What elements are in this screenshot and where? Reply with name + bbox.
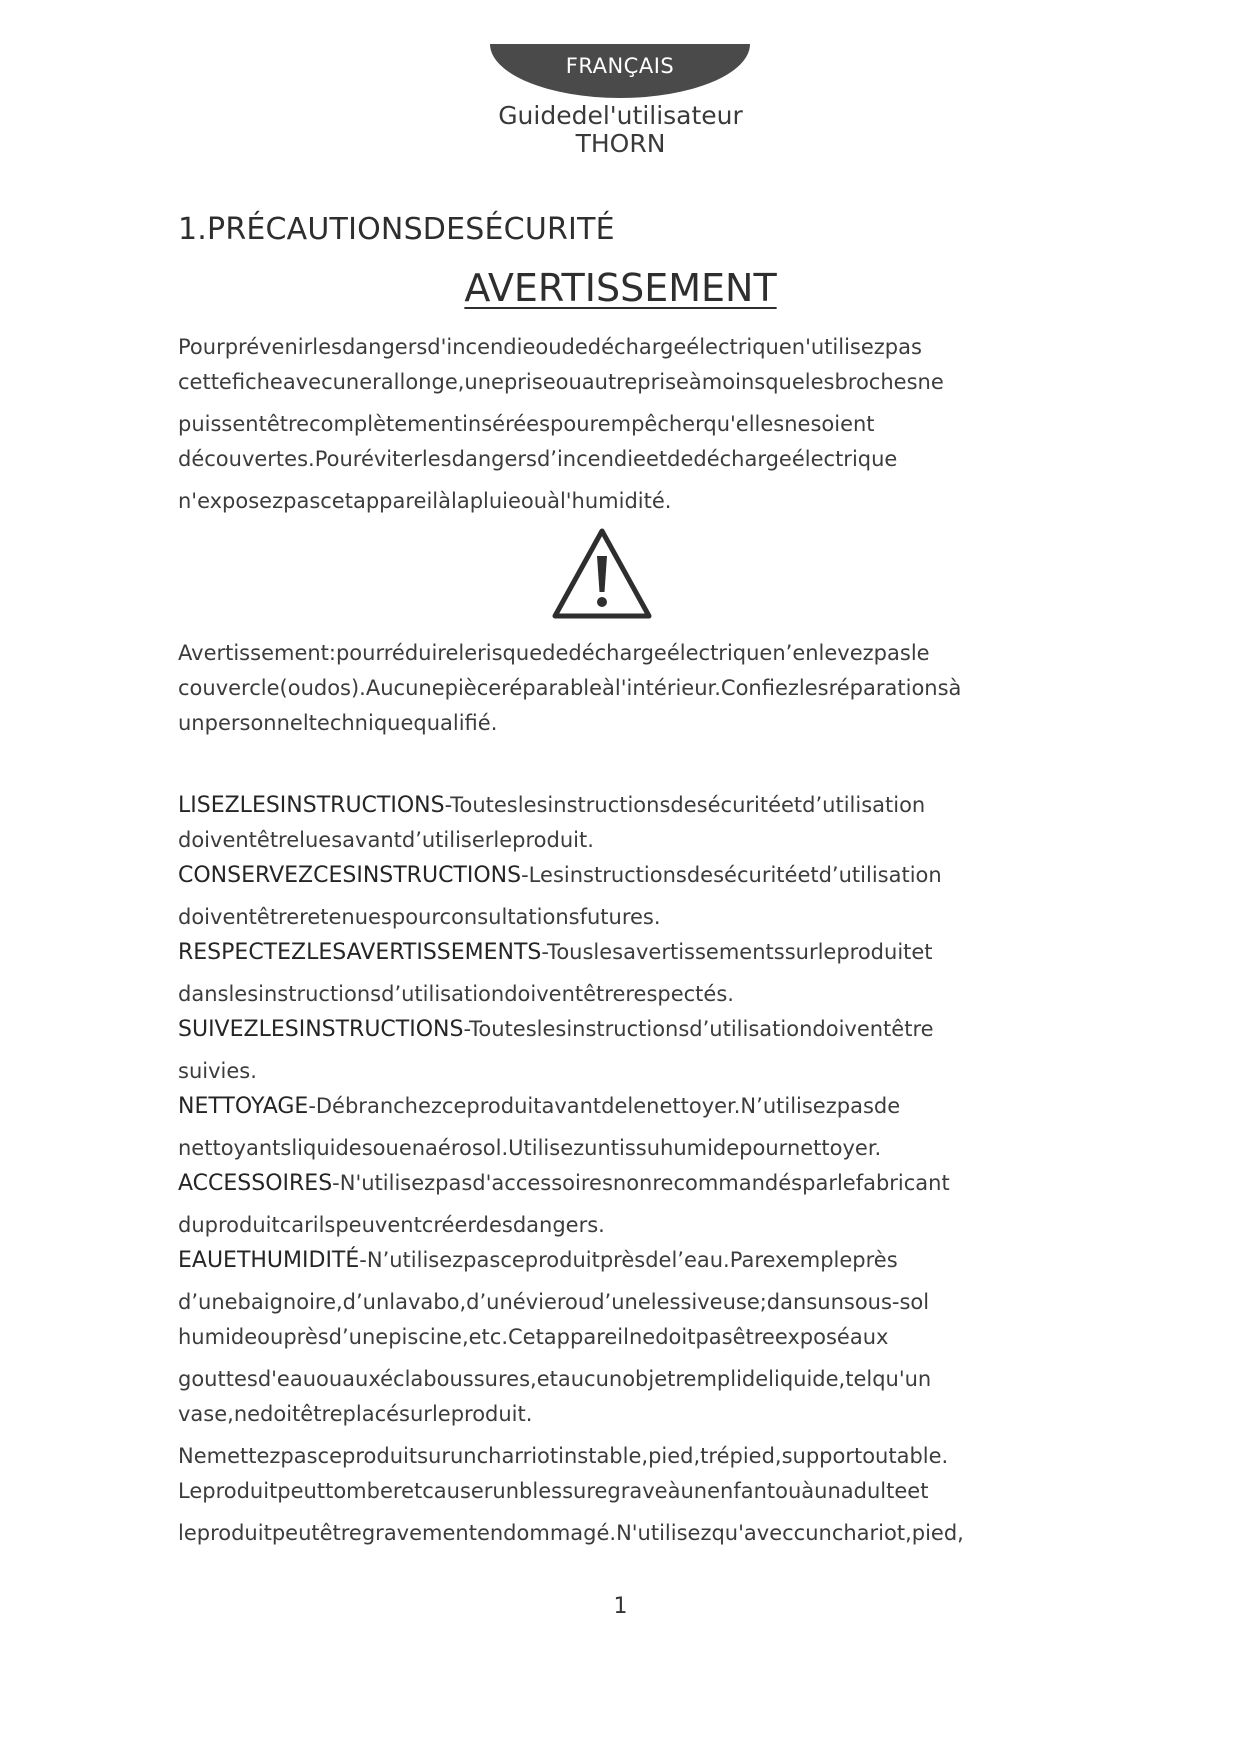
language-tab xyxy=(490,44,750,98)
warning-title: AVERTISSEMENT xyxy=(464,266,777,310)
instruction-keyword: ACCESSOIRES xyxy=(178,1171,333,1196)
instruction-line xyxy=(178,1443,948,1470)
instruction-text: duproduitcarilspeuventcréerdesdangers. xyxy=(178,1213,605,1237)
instruction-line xyxy=(178,792,925,819)
intro-line: puissentêtrecomplètementinséréespourempêcherqu'ellesnesoient xyxy=(178,412,875,436)
language-tab-label: FRANÇAIS xyxy=(565,54,675,78)
instruction-text: -Touslesavertissementssurleproduitet xyxy=(541,940,933,964)
instruction-text: gouttesd'eauouauxéclaboussures,etaucunobjetremplideliquide,telqu'un xyxy=(178,1367,932,1391)
instruction-line xyxy=(178,1016,934,1043)
instruction-text: leproduitpeutêtregravementendommagé.N'utilisezqu'aveccunchariot,pied, xyxy=(178,1521,964,1545)
instruction-text: suivies. xyxy=(178,1059,257,1083)
caution-line: unpersonneltechniquequalifié. xyxy=(178,711,498,735)
instruction-text: Leproduitpeuttomberetcauserunblessuregraveàunenfantouàunadulteet xyxy=(178,1479,929,1503)
intro-line: découvertes.Pouréviterlesdangersd’incendieetdedéchargeélectrique xyxy=(178,447,898,471)
instruction-keyword: NETTOYAGE xyxy=(178,1094,309,1119)
instruction-line xyxy=(178,939,933,966)
intro-line: n'exposezpascetappareilàlapluieouàl'humidité. xyxy=(178,489,672,513)
instruction-line xyxy=(178,1401,532,1428)
instruction-text: -Débranchezceproduitavantdelenettoyer.N’utilisezpasde xyxy=(308,1094,901,1118)
instruction-text: -N’utilisezpasceproduitprèsdel’eau.Parexempleprès xyxy=(359,1248,898,1272)
instruction-keyword: RESPECTEZLESAVERTISSEMENTS xyxy=(178,940,542,965)
instruction-line xyxy=(178,1289,929,1316)
instruction-keyword: SUIVEZLESINSTRUCTIONS xyxy=(178,1017,464,1042)
caution-line: couvercle(oudos).Aucunepièceréparableàl'intérieur.Confiezlesréparationsà xyxy=(178,676,962,700)
instruction-line xyxy=(178,1324,888,1351)
instruction-line xyxy=(178,1520,964,1547)
section-heading: 1.PRÉCAUTIONSDESÉCURITÉ xyxy=(178,212,615,247)
instruction-line xyxy=(178,1135,881,1162)
instruction-keyword: CONSERVEZCESINSTRUCTIONS xyxy=(178,863,522,888)
instruction-text: humideouprèsd’unepiscine,etc.Cetappareilnedoitpasêtreexposéaux xyxy=(178,1325,889,1349)
instruction-text: Nemettezpasceproduitsuruncharriotinstable,pied,trépied,supportoutable. xyxy=(178,1444,949,1468)
instruction-line xyxy=(178,1093,900,1120)
intro-line: cetteficheavecunerallonge,unepriseouautrepriseàmoinsquelesbrochesne xyxy=(178,370,944,394)
instruction-line xyxy=(178,1247,898,1274)
warning-triangle-icon xyxy=(550,526,654,622)
instruction-line xyxy=(178,1366,931,1393)
guide-title: Guidedel'utilisateur xyxy=(498,101,743,130)
instruction-line xyxy=(178,827,594,854)
instruction-line xyxy=(178,1170,950,1197)
caution-line: Avertissement:pourréduirelerisquededéchargeélectriquen’enlevezpasle xyxy=(178,641,930,665)
instruction-text: -Touteslesinstructionsd’utilisationdoiventêtre xyxy=(463,1017,934,1041)
instruction-keyword: LISEZLESINSTRUCTIONS xyxy=(178,793,445,818)
instruction-text: doiventêtreluesavantd’utiliserleproduit. xyxy=(178,828,594,852)
page-number: 1 xyxy=(613,1594,628,1619)
instruction-line xyxy=(178,981,734,1008)
brand-name: THORN xyxy=(575,129,666,158)
instruction-text: -Touteslesinstructionsdesécuritéetd’utilisation xyxy=(444,793,926,817)
instruction-line xyxy=(178,1478,928,1505)
instruction-line xyxy=(178,904,661,931)
instruction-text: doiventêtreretenuespourconsultationsfutures. xyxy=(178,905,661,929)
instruction-text: vase,nedoitêtreplacésurleproduit. xyxy=(178,1402,533,1426)
instruction-text: d’unebaignoire,d’unlavabo,d’unévieroud’unelessiveuse;dansunsous-sol xyxy=(178,1290,930,1314)
instruction-line xyxy=(178,1058,257,1085)
instruction-text: danslesinstructionsd’utilisationdoiventêtrerespectés. xyxy=(178,982,734,1006)
instruction-line xyxy=(178,862,942,889)
instruction-text: -N'utilisezpasd'accessoiresnonrecommandésparlefabricant xyxy=(332,1171,950,1195)
instruction-text: -Lesinstructionsdesécuritéetd’utilisation xyxy=(521,863,942,887)
intro-line: Pourprévenirlesdangersd'incendieoudedéchargeélectriquen'utilisezpas xyxy=(178,335,922,359)
instruction-line xyxy=(178,1212,605,1239)
instruction-text: nettoyantsliquidesouenaérosol.Utilisezuntissuhumidepournettoyer. xyxy=(178,1136,882,1160)
instruction-keyword: EAUETHUMIDITÉ xyxy=(178,1248,360,1273)
